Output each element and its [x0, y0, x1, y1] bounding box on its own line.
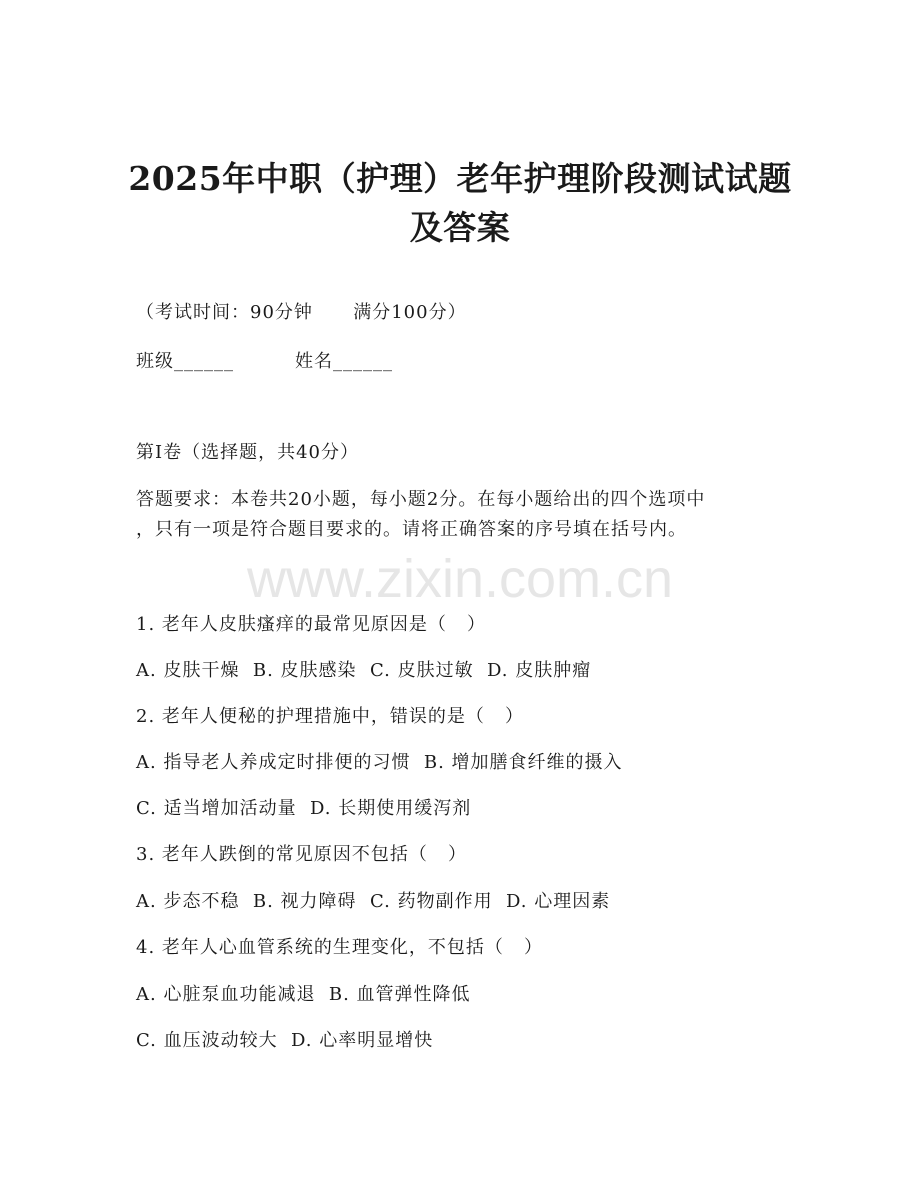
section-title: 第I卷（选择题，共40分） — [136, 442, 360, 463]
document-title-line-1: 2025年中职（护理）老年护理阶段测试试题 — [128, 159, 792, 198]
document-title-line-2: 及答案 — [409, 208, 511, 247]
instructions-line-2: ，只有一项是符合题目要求的。请将正确答案的序号填在括号内。 — [136, 519, 687, 540]
exam-info: （考试时间：90分钟 满分100分） — [136, 302, 467, 323]
watermark: www.zixin.com.cn — [246, 549, 674, 609]
name-field-label: 姓名______ — [295, 351, 393, 372]
question-1-options: A. 皮肤干燥 B. 皮肤感染 C. 皮肤过敏 D. 皮肤肿瘤 — [136, 660, 592, 681]
instructions-line-1: 答题要求：本卷共20小题，每小题2分。在每小题给出的四个选项中 — [136, 489, 706, 510]
question-3-options: A. 步态不稳 B. 视力障碍 C. 药物副作用 D. 心理因素 — [136, 891, 611, 912]
question-2-options-line-2: C. 适当增加活动量 D. 长期使用缓泻剂 — [136, 798, 472, 819]
question-4-options-line-1: A. 心脏泵血功能减退 B. 血管弹性降低 — [136, 984, 471, 1005]
question-4-options-line-2: C. 血压波动较大 D. 心率明显增快 — [136, 1030, 434, 1051]
question-4-stem: 4. 老年人心血管系统的生理变化，不包括（ ） — [136, 937, 544, 958]
class-field-label: 班级______ — [136, 351, 234, 372]
question-2-stem: 2. 老年人便秘的护理措施中，错误的是（ ） — [136, 706, 525, 727]
question-2-options-line-1: A. 指导老人养成定时排便的习惯 B. 增加膳食纤维的摄入 — [136, 752, 623, 773]
question-3-stem: 3. 老年人跌倒的常见原因不包括（ ） — [136, 844, 468, 865]
question-1-stem: 1. 老年人皮肤瘙痒的最常见原因是（ ） — [136, 614, 487, 635]
